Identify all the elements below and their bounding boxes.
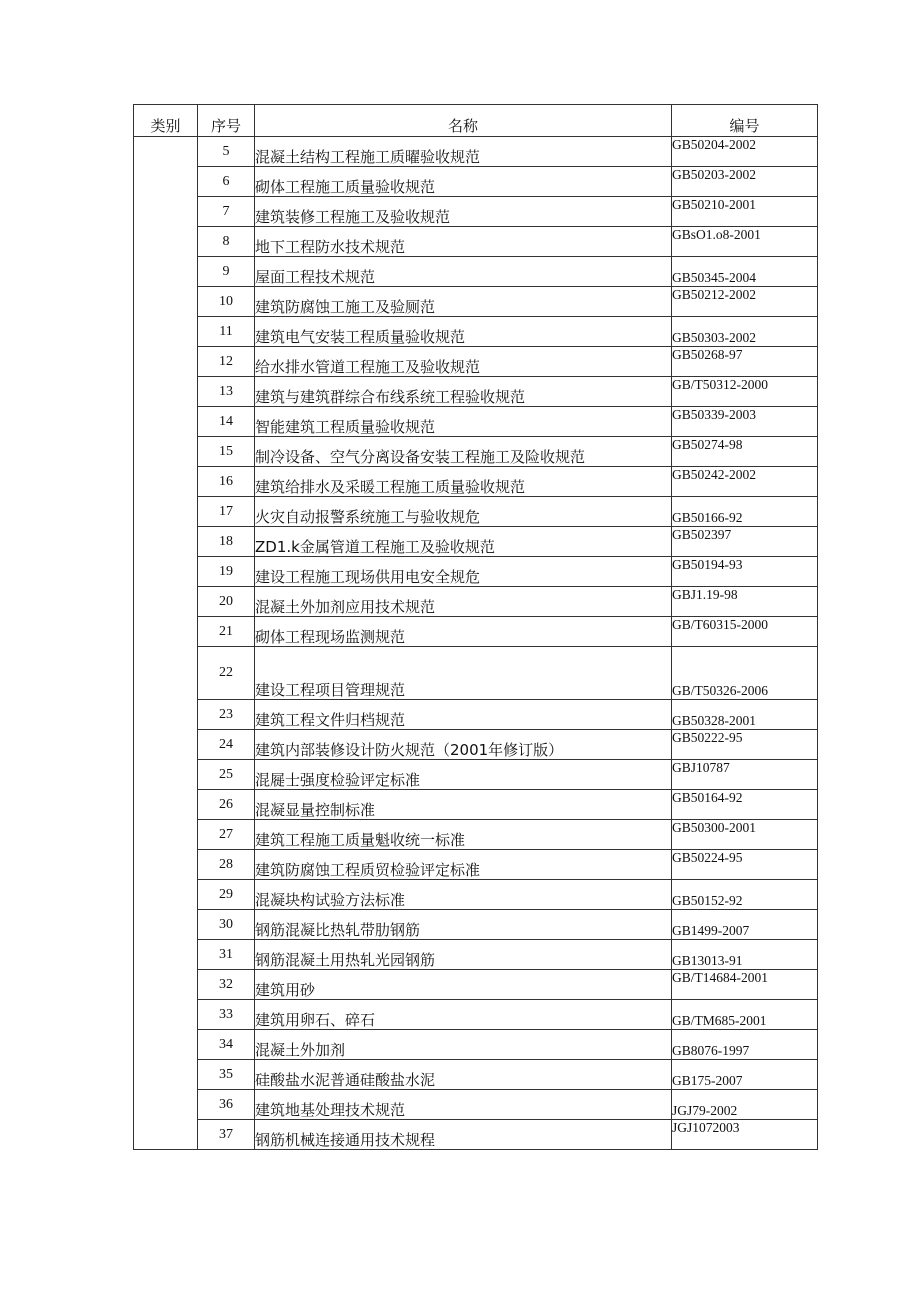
standard-code: GB1499-2007 bbox=[672, 910, 818, 940]
standard-code: GB8076-1997 bbox=[672, 1030, 818, 1060]
standard-code: GB50268-97 bbox=[672, 347, 818, 377]
table-row bbox=[134, 700, 818, 730]
standard-name: 砌体工程施工质量验收规范 bbox=[255, 167, 672, 197]
header-category: 类别 bbox=[134, 105, 198, 137]
standard-code: GBsO1.o8-2001 bbox=[672, 227, 818, 257]
table-row bbox=[134, 257, 818, 287]
standard-name: 建筑地基处理技术规范 bbox=[255, 1090, 672, 1120]
row-number: 9 bbox=[198, 257, 255, 287]
standard-code: GB50210-2001 bbox=[672, 197, 818, 227]
standard-code: JGJ1072003 bbox=[672, 1120, 818, 1150]
category-cell bbox=[134, 137, 198, 1150]
standard-name: 建筑用砂 bbox=[255, 970, 672, 1000]
row-number: 31 bbox=[198, 940, 255, 970]
row-number: 18 bbox=[198, 527, 255, 557]
row-number: 17 bbox=[198, 497, 255, 527]
table-row bbox=[134, 647, 818, 700]
table-row bbox=[134, 730, 818, 760]
standard-name: 建设工程施工现场供用电安全规危 bbox=[255, 557, 672, 587]
standard-name: 建筑装修工程施工及验收规范 bbox=[255, 197, 672, 227]
table-row bbox=[134, 137, 818, 167]
standard-name: 混凝土外加剂 bbox=[255, 1030, 672, 1060]
standard-code: GB50164-92 bbox=[672, 790, 818, 820]
table-row bbox=[134, 790, 818, 820]
table-row bbox=[134, 1120, 818, 1150]
table-row bbox=[134, 167, 818, 197]
row-number: 27 bbox=[198, 820, 255, 850]
table-row bbox=[134, 497, 818, 527]
table-row bbox=[134, 527, 818, 557]
table-row bbox=[134, 437, 818, 467]
table-row bbox=[134, 227, 818, 257]
standard-name: 混凝土结构工程施工质曜验收规范 bbox=[255, 137, 672, 167]
header-number: 序号 bbox=[198, 105, 255, 137]
table-row bbox=[134, 197, 818, 227]
row-number: 28 bbox=[198, 850, 255, 880]
standard-name: 混凝土外加剂应用技术规范 bbox=[255, 587, 672, 617]
row-number: 23 bbox=[198, 700, 255, 730]
table-row bbox=[134, 940, 818, 970]
standard-name: ZD1.k金属管道工程施工及验收规范 bbox=[255, 527, 672, 557]
row-number: 35 bbox=[198, 1060, 255, 1090]
table-body bbox=[134, 137, 818, 1150]
row-number: 29 bbox=[198, 880, 255, 910]
standard-name: 火灾自动报警系统施工与验收规危 bbox=[255, 497, 672, 527]
row-number: 32 bbox=[198, 970, 255, 1000]
standard-name: 砌体工程现场监测规范 bbox=[255, 617, 672, 647]
row-number: 20 bbox=[198, 587, 255, 617]
standard-code: GB50242-2002 bbox=[672, 467, 818, 497]
standard-code: GB13013-91 bbox=[672, 940, 818, 970]
standard-name: 建筑工程施工质量魁收统一标准 bbox=[255, 820, 672, 850]
table-row bbox=[134, 377, 818, 407]
row-number: 24 bbox=[198, 730, 255, 760]
standard-name: 地下工程防水技术规范 bbox=[255, 227, 672, 257]
row-number: 25 bbox=[198, 760, 255, 790]
standard-name: 建筑电气安装工程质量验收规范 bbox=[255, 317, 672, 347]
row-number: 26 bbox=[198, 790, 255, 820]
standard-code: GB50300-2001 bbox=[672, 820, 818, 850]
standard-name: 混凝显量控制标准 bbox=[255, 790, 672, 820]
standard-name: 钢筋机械连接通用技术规程 bbox=[255, 1120, 672, 1150]
standard-name: 建筑与建筑群综合布线系统工程验收规范 bbox=[255, 377, 672, 407]
table-row bbox=[134, 1000, 818, 1030]
table-row bbox=[134, 287, 818, 317]
table-row bbox=[134, 1060, 818, 1090]
row-number: 6 bbox=[198, 167, 255, 197]
row-number: 12 bbox=[198, 347, 255, 377]
standard-code: GBJ1.19-98 bbox=[672, 587, 818, 617]
row-number: 37 bbox=[198, 1120, 255, 1150]
standard-name: 混屣士强度检验评定标准 bbox=[255, 760, 672, 790]
standard-name: 建筑给排水及采暖工程施工质量验收规范 bbox=[255, 467, 672, 497]
standard-name: 建筑内部装修设计防火规范（2001年修订版） bbox=[255, 730, 672, 760]
header-code: 编号 bbox=[672, 105, 818, 137]
table-row bbox=[134, 1030, 818, 1060]
standard-code: GB50339-2003 bbox=[672, 407, 818, 437]
standard-code: GB175-2007 bbox=[672, 1060, 818, 1090]
standard-name: 制冷设备、空气分离设备安装工程施工及险收规范 bbox=[255, 437, 672, 467]
standard-code: GB50203-2002 bbox=[672, 167, 818, 197]
table-row bbox=[134, 617, 818, 647]
table-row bbox=[134, 850, 818, 880]
row-number: 10 bbox=[198, 287, 255, 317]
table-row bbox=[134, 467, 818, 497]
table-row bbox=[134, 407, 818, 437]
standard-name: 混凝块构试验方法标准 bbox=[255, 880, 672, 910]
standard-name: 智能建筑工程质量验收规范 bbox=[255, 407, 672, 437]
standard-code: JGJ79-2002 bbox=[672, 1090, 818, 1120]
standard-code: GB50212-2002 bbox=[672, 287, 818, 317]
standard-code: GB50166-92 bbox=[672, 497, 818, 527]
standard-code: GB/T50326-2006 bbox=[672, 647, 818, 700]
standard-code: GB50224-95 bbox=[672, 850, 818, 880]
table-row bbox=[134, 910, 818, 940]
row-number: 16 bbox=[198, 467, 255, 497]
table-row bbox=[134, 760, 818, 790]
standard-name: 钢筋混凝比热轧带肋钢筋 bbox=[255, 910, 672, 940]
table-row bbox=[134, 880, 818, 910]
standard-name: 钢筋混凝土用热轧光园钢筋 bbox=[255, 940, 672, 970]
standard-name: 建筑用卵石、碎石 bbox=[255, 1000, 672, 1030]
standard-code: GB50274-98 bbox=[672, 437, 818, 467]
row-number: 5 bbox=[198, 137, 255, 167]
standard-name: 硅酸盐水泥普通硅酸盐水泥 bbox=[255, 1060, 672, 1090]
standard-code: GB50204-2002 bbox=[672, 137, 818, 167]
standard-code: GB50328-2001 bbox=[672, 700, 818, 730]
standard-name: 建设工程项目管理规范 bbox=[255, 647, 672, 700]
row-number: 22 bbox=[198, 647, 255, 700]
table-row bbox=[134, 317, 818, 347]
row-number: 19 bbox=[198, 557, 255, 587]
standard-name: 给水排水管道工程施工及验收规范 bbox=[255, 347, 672, 377]
row-number: 34 bbox=[198, 1030, 255, 1060]
table-row bbox=[134, 1090, 818, 1120]
table-row bbox=[134, 587, 818, 617]
standard-code: GB50345-2004 bbox=[672, 257, 818, 287]
standard-code: GB50152-92 bbox=[672, 880, 818, 910]
table-row bbox=[134, 557, 818, 587]
standard-name: 屋面工程技术规范 bbox=[255, 257, 672, 287]
row-number: 11 bbox=[198, 317, 255, 347]
table-row bbox=[134, 820, 818, 850]
row-number: 8 bbox=[198, 227, 255, 257]
standard-code: GB50303-2002 bbox=[672, 317, 818, 347]
row-number: 21 bbox=[198, 617, 255, 647]
row-number: 7 bbox=[198, 197, 255, 227]
standard-name: 建筑工程文件归档规范 bbox=[255, 700, 672, 730]
row-number: 30 bbox=[198, 910, 255, 940]
header-name: 名称 bbox=[255, 105, 672, 137]
row-number: 33 bbox=[198, 1000, 255, 1030]
standard-code: GB50222-95 bbox=[672, 730, 818, 760]
row-number: 13 bbox=[198, 377, 255, 407]
row-number: 14 bbox=[198, 407, 255, 437]
table-header-row bbox=[134, 105, 818, 137]
row-number: 36 bbox=[198, 1090, 255, 1120]
standard-code: GB/T60315-2000 bbox=[672, 617, 818, 647]
row-number: 15 bbox=[198, 437, 255, 467]
standard-name: 建筑防腐蚀工施工及验厕范 bbox=[255, 287, 672, 317]
standards-table bbox=[133, 104, 818, 1150]
standard-code: GB/T14684-2001 bbox=[672, 970, 818, 1000]
standard-code: GB50194-93 bbox=[672, 557, 818, 587]
standard-code: GB502397 bbox=[672, 527, 818, 557]
standard-code: GBJ10787 bbox=[672, 760, 818, 790]
table-row bbox=[134, 970, 818, 1000]
standard-code: GB/T50312-2000 bbox=[672, 377, 818, 407]
table-row bbox=[134, 347, 818, 377]
standard-name: 建筑防腐蚀工程质贸检验评定标准 bbox=[255, 850, 672, 880]
standard-code: GB/TM685-2001 bbox=[672, 1000, 818, 1030]
